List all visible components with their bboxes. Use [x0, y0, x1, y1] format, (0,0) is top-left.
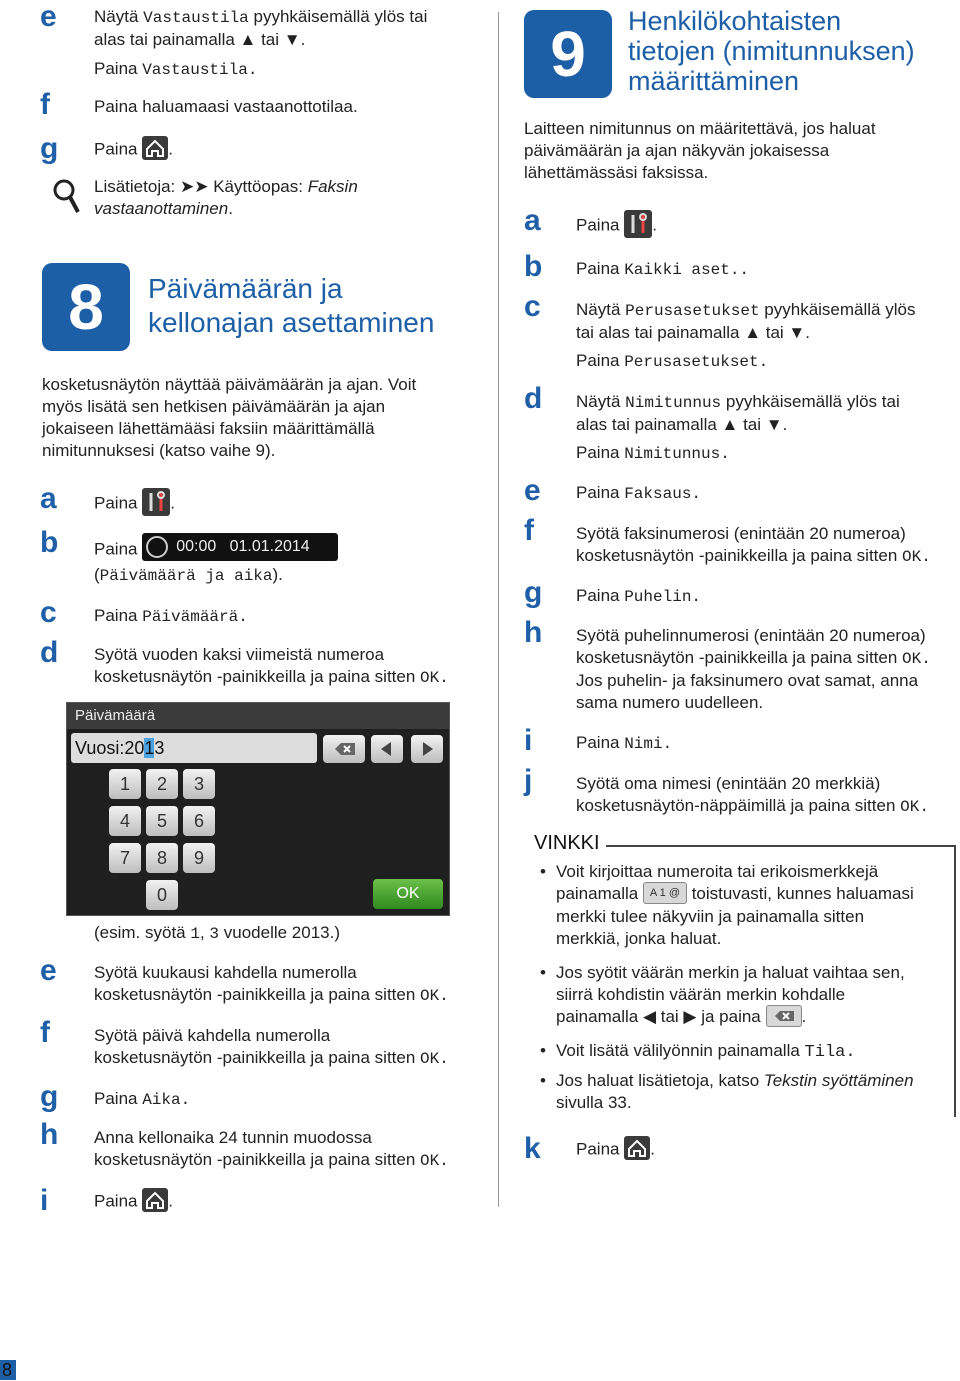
step-letter-b: b: [40, 526, 59, 559]
r-step-letter-e: e: [524, 474, 541, 507]
step2-f-text: Syötä päivä kahdella numerolla kosketusnäytön -painikkeilla ja paina sitten OK.: [94, 1026, 449, 1068]
r-step-h-text: Syötä puhelinnumerosi (enintään 20 numeroa) kosketusnäytön -painikkeilla ja paina sitten OK. Jos puhelin- ja faksinumero ovat samat, anna sama numero uudelleen.: [576, 626, 931, 712]
r-step-letter-c: c: [524, 290, 541, 323]
r-step-letter-d: d: [524, 382, 543, 415]
example-text: (esim. syötä 1, 3 vuodelle 2013.): [94, 923, 341, 943]
vinkki-bullet-1: •: [540, 862, 546, 881]
step2-e-text: Syötä kuukausi kahdella numerolla kosketusnäytön -painikkeilla ja paina sitten OK.: [94, 963, 449, 1005]
lcd-screenshot: [66, 702, 450, 916]
column-divider: [498, 12, 499, 1207]
r-step-letter-j: j: [524, 764, 533, 797]
step-e-text: Näytä Vastaustila pyyhkäisemällä ylös tai alas tai painamalla ▲ tai ▼.: [94, 7, 428, 49]
r-step-letter-a: a: [524, 204, 541, 237]
section-9-title: Henkilökohtaisten tietojen (nimitunnuksen) määrittäminen: [628, 6, 915, 96]
vinkki-bullet-3: •: [540, 1041, 546, 1060]
r-step-letter-h: h: [524, 616, 543, 649]
r-step-letter-k: k: [524, 1132, 541, 1165]
r-step-letter-g: g: [524, 576, 543, 609]
vinkki-b4-text: Jos haluat lisätietoja, katso Tekstin syöttäminen sivulla 33.: [556, 1071, 914, 1112]
step-letter-e: e: [40, 0, 57, 33]
key-9: 9: [183, 843, 215, 873]
clock-icon: [146, 536, 168, 558]
vinkki-b3-text: Voit lisätä välilyönnin painamalla Tila.: [556, 1041, 856, 1062]
backspace-icon: [766, 1005, 802, 1027]
r-step-g-text: Paina Puhelin.: [576, 586, 702, 606]
home-icon: [624, 1136, 650, 1160]
backspace-key: [323, 735, 365, 763]
r-step-c-press: Paina Perusasetukset.: [576, 351, 769, 371]
r-step-d-text: Näytä Nimitunnus pyyhkäisemällä ylös tai alas tai painamalla ▲ tai ▼.: [576, 392, 900, 434]
key-3: 3: [183, 769, 215, 799]
year-field: Vuosi:2013: [71, 733, 317, 763]
vinkki-b1-text: Voit kirjoittaa numeroita tai erikoismerkkejä painamalla A 1 @ toistuvasti, kunnes haluamasi merkki tulee näkyviin ja painamalla sitten merkkiä, jonka haluat.: [556, 862, 914, 948]
r-step-j-text: Syötä oma nimesi (enintään 20 merkkiä) kosketusnäytön-näppäimillä ja paina sitten OK.: [576, 774, 929, 816]
step2-i-text: Paina .: [94, 1190, 173, 1214]
r-step-e-text: Paina Faksaus.: [576, 483, 702, 503]
key-7: 7: [109, 843, 141, 873]
step-letter-d: d: [40, 636, 59, 669]
step2-letter-i: i: [40, 1184, 49, 1217]
step2-letter-h: h: [40, 1118, 59, 1151]
settings-tools-icon: [142, 488, 170, 516]
info-text: Lisätietoja: ➤➤ Käyttöopas: Faksin vastaanottaminen.: [94, 177, 358, 218]
step-a-text: Paina .: [94, 490, 175, 518]
character-type-key: A 1 @: [643, 882, 687, 904]
key-8: 8: [146, 843, 178, 873]
home-icon: [142, 1188, 168, 1212]
r-step-b-text: Paina Kaikki aset..: [576, 259, 750, 279]
step-d-text: Syötä vuoden kaksi viimeistä numeroa kosketusnäytön -painikkeilla ja paina sitten OK.: [94, 645, 449, 687]
step-b-text: Paina 00:00 01.01.2014: [94, 536, 338, 564]
r-step-k-text: Paina .: [576, 1138, 655, 1162]
step-b-line2: (Päivämäärä ja aika).: [94, 565, 283, 585]
step2-letter-e: e: [40, 954, 57, 987]
section-8-title: Päivämäärän ja kellonajan asettaminen: [148, 273, 435, 338]
screen-title: Päivämäärä: [67, 703, 449, 729]
r-step-d-press: Paina Nimitunnus.: [576, 443, 730, 463]
r-step-letter-b: b: [524, 250, 543, 283]
vinkki-bullet-4: •: [540, 1071, 546, 1090]
step-letter-a: a: [40, 482, 57, 515]
step2-letter-f: f: [40, 1016, 50, 1049]
key-2: 2: [146, 769, 178, 799]
settings-tools-icon: [624, 210, 652, 238]
r-step-f-text: Syötä faksinumerosi (enintään 20 numeroa) kosketusnäytön -painikkeilla ja paina sitten OK.: [576, 524, 931, 566]
ok-key: OK: [373, 879, 443, 909]
r-step-i-text: Paina Nimi.: [576, 733, 673, 753]
step-letter-f: f: [40, 88, 50, 121]
magnifier-icon: [50, 176, 82, 221]
page-number: 8: [2, 1360, 13, 1380]
key-5: 5: [146, 806, 178, 836]
cursor-left-key: [371, 735, 403, 763]
step-letter-g: g: [40, 132, 59, 165]
step-f-text: Paina haluamaasi vastaanottotilaa.: [94, 97, 358, 116]
date-time-button: 00:00 01.01.2014: [142, 533, 338, 561]
home-icon: [142, 136, 168, 160]
r-step-letter-i: i: [524, 724, 533, 757]
key-1: 1: [109, 769, 141, 799]
vinkki-b2-text: Jos syötit väärän merkin ja haluat vaihtaa sen, siirrä kohdistin väärän merkin kohdalle painamalla ◀ tai ▶ ja paina .: [556, 963, 905, 1026]
r-step-letter-f: f: [524, 514, 534, 547]
step-c-text: Paina Päivämäärä.: [94, 606, 248, 626]
r-step-c-text: Näytä Perusasetukset pyyhkäisemällä ylös tai alas tai painamalla ▲ tai ▼.: [576, 300, 916, 342]
key-0: 0: [146, 880, 178, 910]
key-6: 6: [183, 806, 215, 836]
step2-g-text: Paina Aika.: [94, 1089, 191, 1109]
cursor-right-key: [411, 735, 443, 763]
step-letter-c: c: [40, 596, 57, 629]
r-step-a-text: Paina .: [576, 212, 657, 240]
step-e-press: Paina Vastaustila.: [94, 59, 258, 79]
vinkki-title: VINKKI: [534, 832, 606, 855]
section-8-intro: kosketusnäytön näyttää päivämäärän ja ajan. Voit myös lisätä sen hetkisen päivämäärän ja ajan jokaiseen lähettämääsi faksiin määrittämällä nimitunnuksesi (katso vaihe 9).: [42, 375, 417, 460]
key-4: 4: [109, 806, 141, 836]
step2-letter-g: g: [40, 1080, 59, 1113]
section-number-9: 9: [524, 10, 612, 98]
section-number-8: 8: [42, 263, 130, 351]
step-g-text: Paina .: [94, 138, 173, 162]
section-9-intro: Laitteen nimitunnus on määritettävä, jos haluat päivämäärän ja ajan näkyvän jokaisessa lähettämässäsi faksissa.: [524, 119, 876, 182]
vinkki-bullet-2: •: [540, 963, 546, 982]
step2-h-text: Anna kellonaika 24 tunnin muodossa kosketusnäytön -painikkeilla ja paina sitten OK.: [94, 1128, 449, 1170]
